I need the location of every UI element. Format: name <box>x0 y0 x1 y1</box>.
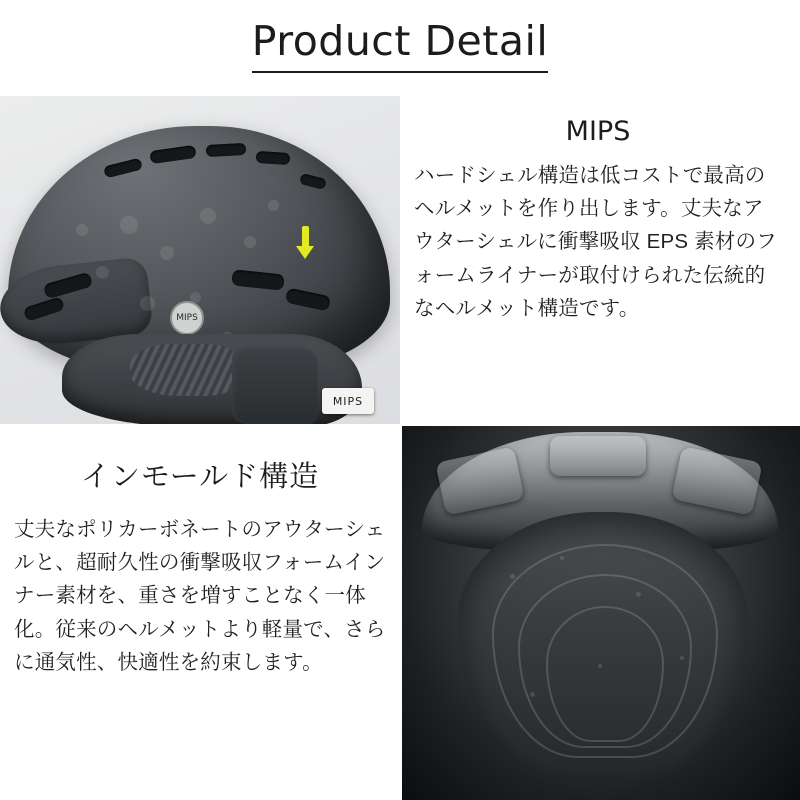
helmet-speckle <box>120 216 138 234</box>
foam-speckle <box>530 692 535 697</box>
grid-divider-vertical <box>400 96 402 800</box>
mips-text-block <box>400 96 800 424</box>
mips-rotation-indicator <box>302 226 309 248</box>
foam-speckle <box>680 656 684 660</box>
helmet-vent <box>206 143 247 157</box>
helmet-speckle <box>140 296 155 311</box>
helmet-speckle <box>200 208 216 224</box>
foam-illustration <box>400 424 800 800</box>
mips-chip-label: MIPS <box>322 388 374 414</box>
foam-liner-ridge <box>546 606 664 742</box>
mips-helmet-image <box>0 96 400 424</box>
helmet-strap-shape <box>232 346 318 424</box>
inmold-body: 丈夫なポリカーボネートのアウターシェルと、超耐久性の衝撃吸収フォームインナー素材を、重さを増すことなく一体化。従来のヘルメットより軽量で、さらに通気性、快適性を約束します。 <box>14 518 386 674</box>
helmet-speckle <box>244 236 256 248</box>
helmet-pad-shape <box>130 344 238 396</box>
foam-speckle <box>560 556 564 560</box>
foam-shell-plate <box>550 436 646 476</box>
foam-speckle <box>598 664 602 668</box>
mips-body: ハードシェル構造は低コストで最高のヘルメットを作り出します。丈夫なアウターシェルに衝撃吸収 EPS 素材のフォームライナーが取付けられた伝統的なヘルメット構造です。 <box>414 164 777 320</box>
inmold-text-block <box>0 424 400 800</box>
mips-heading: MIPS <box>565 116 631 147</box>
inmold-foam-image <box>400 424 800 800</box>
helmet-vent <box>256 151 291 165</box>
helmet-speckle <box>76 224 88 236</box>
page-title-container <box>0 0 800 92</box>
helmet-speckle <box>160 246 174 260</box>
foam-speckle <box>636 592 641 597</box>
mips-badge-icon: MIPS <box>170 301 204 335</box>
inmold-heading: インモールド構造 <box>80 461 320 493</box>
helmet-illustration <box>0 96 400 424</box>
helmet-speckle <box>96 266 109 279</box>
grid-divider-horizontal <box>0 424 800 426</box>
page-title: Product Detail <box>252 19 548 72</box>
mips-arrow-icon <box>296 246 314 259</box>
foam-speckle <box>510 574 515 579</box>
helmet-speckle <box>268 200 279 211</box>
